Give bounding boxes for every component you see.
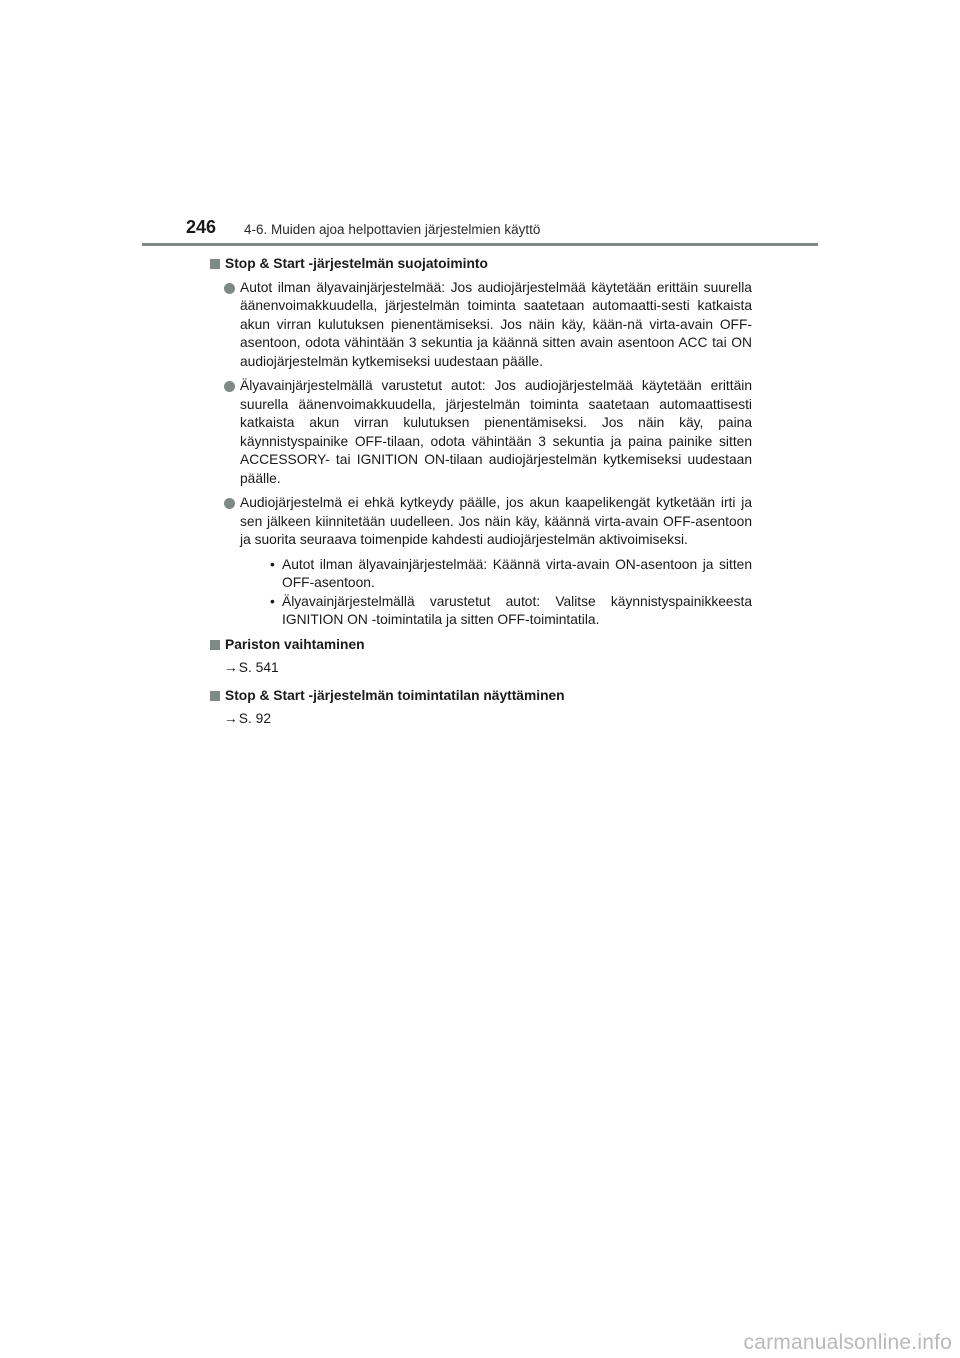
section-heading: [210, 687, 752, 706]
section-title: Stop & Start -järjestelmän suojatoiminto: [225, 256, 488, 271]
bullet-item: [210, 377, 752, 488]
section-title: Pariston vaihtaminen: [225, 636, 365, 652]
section-title: Stop & Start -järjestelmän toimintatilan näyttäminen: [225, 687, 565, 703]
page-content: [210, 255, 752, 738]
page-reference: [210, 659, 752, 678]
sub-list-item: [240, 556, 752, 593]
dot-bullet-icon: •: [270, 593, 275, 609]
sub-item-text: Autot ilman älyavainjärjestelmää: Käännä virta-avain ON-asentoon ja sitten OFF-asentoon.: [282, 556, 752, 590]
sub-item-text: Älyavainjärjestelmällä varustetut autot: Valitse käynnistyspainikkeesta IGNITION ON -toimintatila ja sitten OFF-toimintatila.: [282, 593, 752, 627]
bullet-item: [210, 494, 752, 630]
watermark: carmanualsonline.info: [743, 1331, 952, 1354]
section-heading: [210, 255, 752, 274]
arrow-right-icon: →: [224, 660, 238, 675]
bullet-text: Autot ilman älyavainjärjestelmää: Jos audiojärjestelmää käytetään erittäin suurella äänenvoimakkuudella, järjestelmän toiminta saatetaan automaatti-sesti katkaista akun virran kulutuksen pienentämiseksi. Jos näin käy, kään-nä virta-avain OFF-asentoon, odota vähintään 3 sekuntia ja käännä sitten avain asentoon ACC tai ON audiojärjestelmän kytkemiseksi uudestaan päälle.: [240, 279, 752, 369]
reference-text: S. 541: [238, 660, 279, 675]
page-number: 246: [186, 217, 217, 237]
circle-bullet-icon: [224, 498, 235, 509]
sub-list: [240, 556, 752, 630]
square-bullet-icon: [210, 259, 220, 269]
page-header: [0, 0, 960, 250]
page-reference: [210, 710, 752, 729]
header-divider: [142, 243, 818, 246]
section-heading: [210, 636, 752, 655]
circle-bullet-icon: [224, 381, 235, 392]
chapter-title: 4-6. Muiden ajoa helpottavien järjestelmien käyttö: [244, 222, 541, 237]
bullet-item: [210, 279, 752, 372]
square-bullet-icon: [210, 640, 220, 650]
sub-list-item: [240, 593, 752, 630]
arrow-right-icon: →: [224, 711, 238, 726]
square-bullet-icon: [210, 691, 220, 701]
dot-bullet-icon: •: [270, 556, 275, 572]
circle-bullet-icon: [224, 283, 235, 294]
bullet-text: Älyavainjärjestelmällä varustetut autot: Jos audiojärjestelmää käytetään erittäin suurella äänenvoimakkuudella, järjestelmän toiminta saatetaan automaattisesti katkaista akun virran kulutuksen pienentämiseksi. Jos näin käy, paina käynnistyspainike OFF-tilaan, odota vähintään 3 sekuntia ja paina painike sitten ACCESSORY- tai IGNITION ON-tilaan audiojärjestelmän kytkemiseksi uudestaan päälle.: [240, 378, 752, 486]
reference-text: S. 92: [238, 711, 272, 726]
bullet-text: Audiojärjestelmä ei ehkä kytkeydy päälle, jos akun kaapelikengät kytketään irti ja sen jälkeen kiinnitetään uudelleen. Jos näin käy, käännä virta-avain OFF-asentoon ja suorita seuraava toimenpide kahdesti audiojärjestelmän aktivoimiseksi.: [240, 495, 752, 547]
